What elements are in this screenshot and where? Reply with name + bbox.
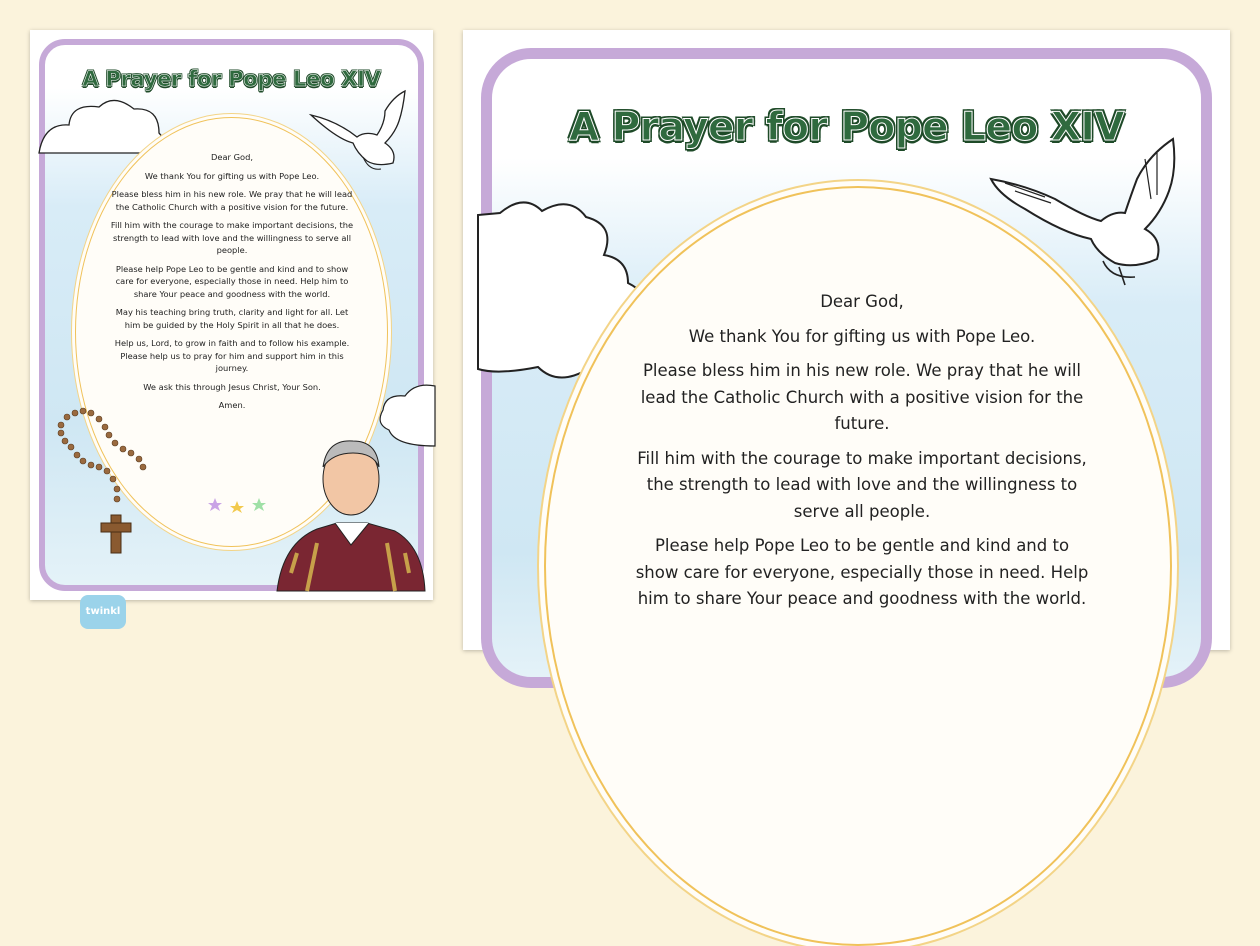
prayer-line: Dear God,	[820, 292, 904, 311]
prayer-line: Please bless him in his new role. We pray that he will lead the Catholic Church with a positive vision for the future.	[640, 361, 1084, 433]
prayer-line: Please help Pope Leo to be gentle and kind and to show care for everyone, especially those in need. Help him to share Your peace and goodness with the world.	[635, 536, 1089, 608]
prayer-line: We thank You for gifting us with Pope Leo.	[144, 170, 320, 181]
rosary-icon	[53, 405, 163, 565]
page-title-zoomed: A Prayer for Pope Leo XIV	[568, 105, 1125, 150]
prayer-line: We ask this through Jesus Christ, Your Son.	[143, 381, 321, 392]
twinkl-logo: twinkl	[80, 595, 126, 629]
prayer-line: Fill him with the courage to make important decisions, the strength to lead with love and the willingness to serve all people.	[637, 448, 1087, 521]
pope-portrait-icon	[277, 423, 425, 591]
prayer-text-zoomed	[632, 289, 1092, 621]
page-title: A Prayer for Pope Leo XIV	[82, 67, 381, 91]
prayer-line: Dear God,	[210, 152, 254, 162]
worksheet-preview-small[interactable]	[30, 30, 433, 617]
prayer-line: Amen.	[218, 400, 246, 410]
page-frame-zoomed	[481, 48, 1212, 688]
prayer-line: Fill him with the courage to make important decisions, the strength to lead with love and the willingness to serve all people.	[110, 220, 354, 255]
prayer-line: Please bless him in his new role. We pray that he will lead the Catholic Church with a positive vision for the future.	[111, 189, 353, 212]
prayer-line: Help us, Lord, to grow in faith and to follow his example. Please help us to pray for him and support him in this journey.	[114, 338, 350, 373]
page-frame	[39, 39, 424, 617]
prayer-line: Please help Pope Leo to be gentle and kind and to show care for everyone, especially those in need. Help him to share Your peace and goodness with the world.	[115, 263, 349, 299]
prayer-text	[107, 151, 357, 418]
prayer-line: We thank You for gifting us with Pope Leo.	[688, 326, 1036, 346]
worksheet-preview-large[interactable]	[463, 30, 1230, 650]
prayer-line: May his teaching bring truth, clarity and light for all. Let him be guided by the Holy Spirit in all that he does.	[115, 307, 349, 330]
star-icon	[207, 497, 277, 513]
